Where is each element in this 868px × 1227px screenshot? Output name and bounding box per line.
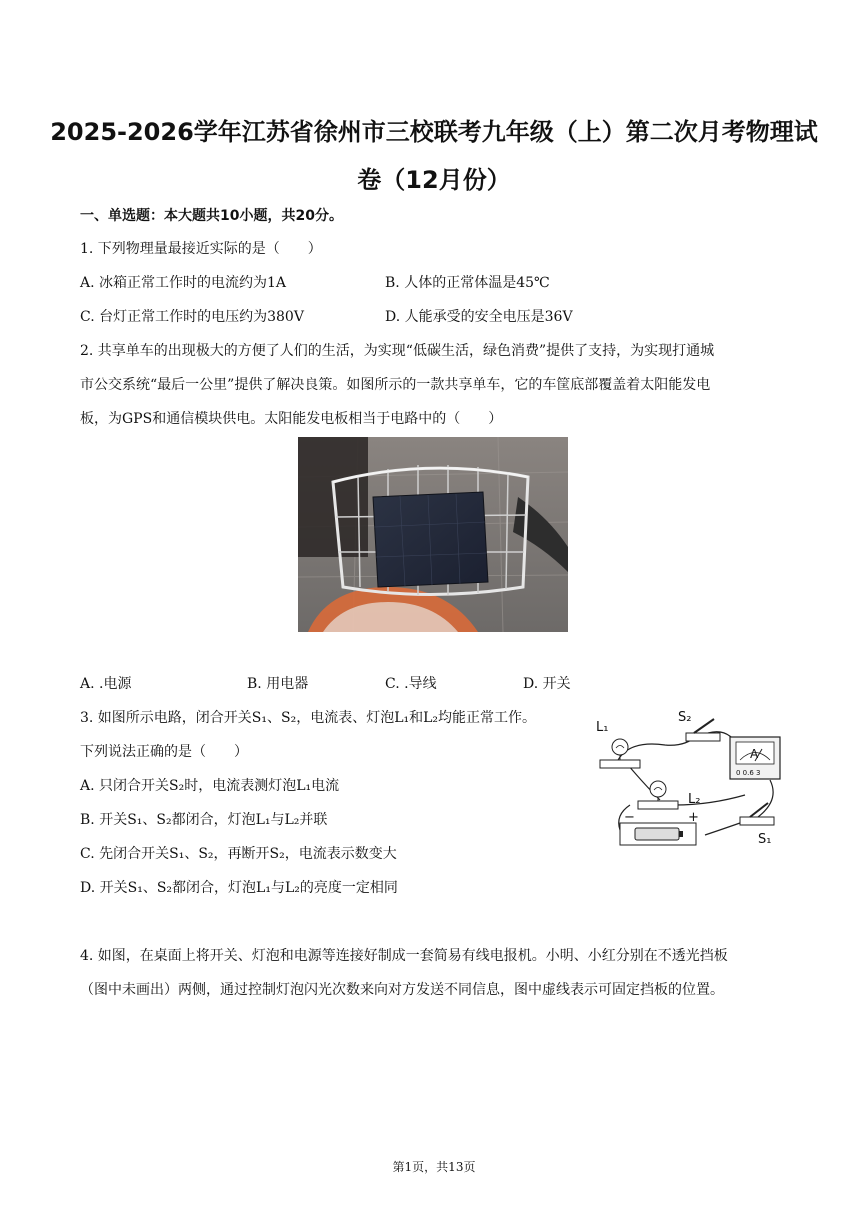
label-minus: − <box>624 810 635 825</box>
q4-line1: 4. 如图，在桌面上将开关、灯泡和电源等连接好制成一套简易有线电报机。小明、小红分别在不透光挡板 <box>80 948 728 964</box>
label-s1: S₁ <box>758 832 772 847</box>
label-l2: L₂ <box>688 792 701 807</box>
label-ammeter-ticks: 0 0.6 3 <box>736 769 761 777</box>
q3-option-c: C. 先闭合开关S₁、S₂，再断开S₂，电流表示数变大 <box>80 846 397 862</box>
q1-option-d: D. 人能承受的安全电压是36V <box>385 309 573 325</box>
q3-option-b: B. 开关S₁、S₂都闭合，灯泡L₁与L₂并联 <box>80 812 328 828</box>
page-title-line2: 卷（12月份） <box>357 166 511 194</box>
q3-option-a: A. 只闭合开关S₂时，电流表测灯泡L₁电流 <box>80 778 340 794</box>
section-heading: 一、单选题：本大题共10小题，共20分。 <box>80 208 343 224</box>
bulb-l1-icon <box>600 739 640 768</box>
q3-option-d: D. 开关S₁、S₂都闭合，灯泡L₁与L₂的亮度一定相同 <box>80 880 398 896</box>
q3-line2: 下列说法正确的是（ ） <box>80 744 248 760</box>
q2-option-c: C. .导线 <box>385 676 437 692</box>
q2-line2: 市公交系统“最后一公里”提供了解决良策。如图所示的一款共享单车，它的车筐底部覆盖着太阳能发电 <box>80 377 711 393</box>
label-plus: + <box>688 810 699 825</box>
q1-stem: 1. 下列物理量最接近实际的是（ ） <box>80 241 322 257</box>
page-footer: 第1页，共13页 <box>392 1160 476 1174</box>
q2-line3: 板，为GPS和通信模块供电。太阳能发电板相当于电路中的（ ） <box>80 411 503 427</box>
q2-option-a: A. .电源 <box>80 676 132 692</box>
circuit-diagram <box>590 705 790 850</box>
q4-line2: （图中未画出）两侧，通过控制灯泡闪光次数来向对方发送不同信息，图中虚线表示可固定挡板的位置。 <box>80 982 724 998</box>
q1-option-a: A. 冰箱正常工作时的电流约为1A <box>80 275 287 291</box>
q2-option-d: D. 开关 <box>523 676 571 692</box>
wire-l2-meter <box>675 795 745 805</box>
q1-option-b: B. 人体的正常体温是45℃ <box>385 275 550 291</box>
bike-basket-solar-panel-photo <box>298 437 568 632</box>
q2-line1: 2. 共享单车的出现极大的方便了人们的生活，为实现“低碳生活，绿色消费”提供了支持，为实现打通城 <box>80 343 715 359</box>
label-l1: L₁ <box>596 720 609 735</box>
bulb-l2-icon <box>638 781 678 809</box>
battery-icon <box>620 823 696 845</box>
page-title-line1: 2025-2026学年江苏省徐州市三校联考九年级（上）第二次月考物理试 <box>50 118 818 146</box>
label-s2: S₂ <box>678 710 692 725</box>
wire-meter-s1 <box>758 780 773 817</box>
wire-s1-battery <box>705 823 740 835</box>
q1-option-c: C. 台灯正常工作时的电压约为380V <box>80 309 304 325</box>
q2-option-b: B. 用电器 <box>247 676 309 692</box>
label-ammeter: A <box>750 747 759 761</box>
q3-line1: 3. 如图所示电路，闭合开关S₁、S₂，电流表、灯泡L₁和L₂均能正常工作。 <box>80 710 537 726</box>
